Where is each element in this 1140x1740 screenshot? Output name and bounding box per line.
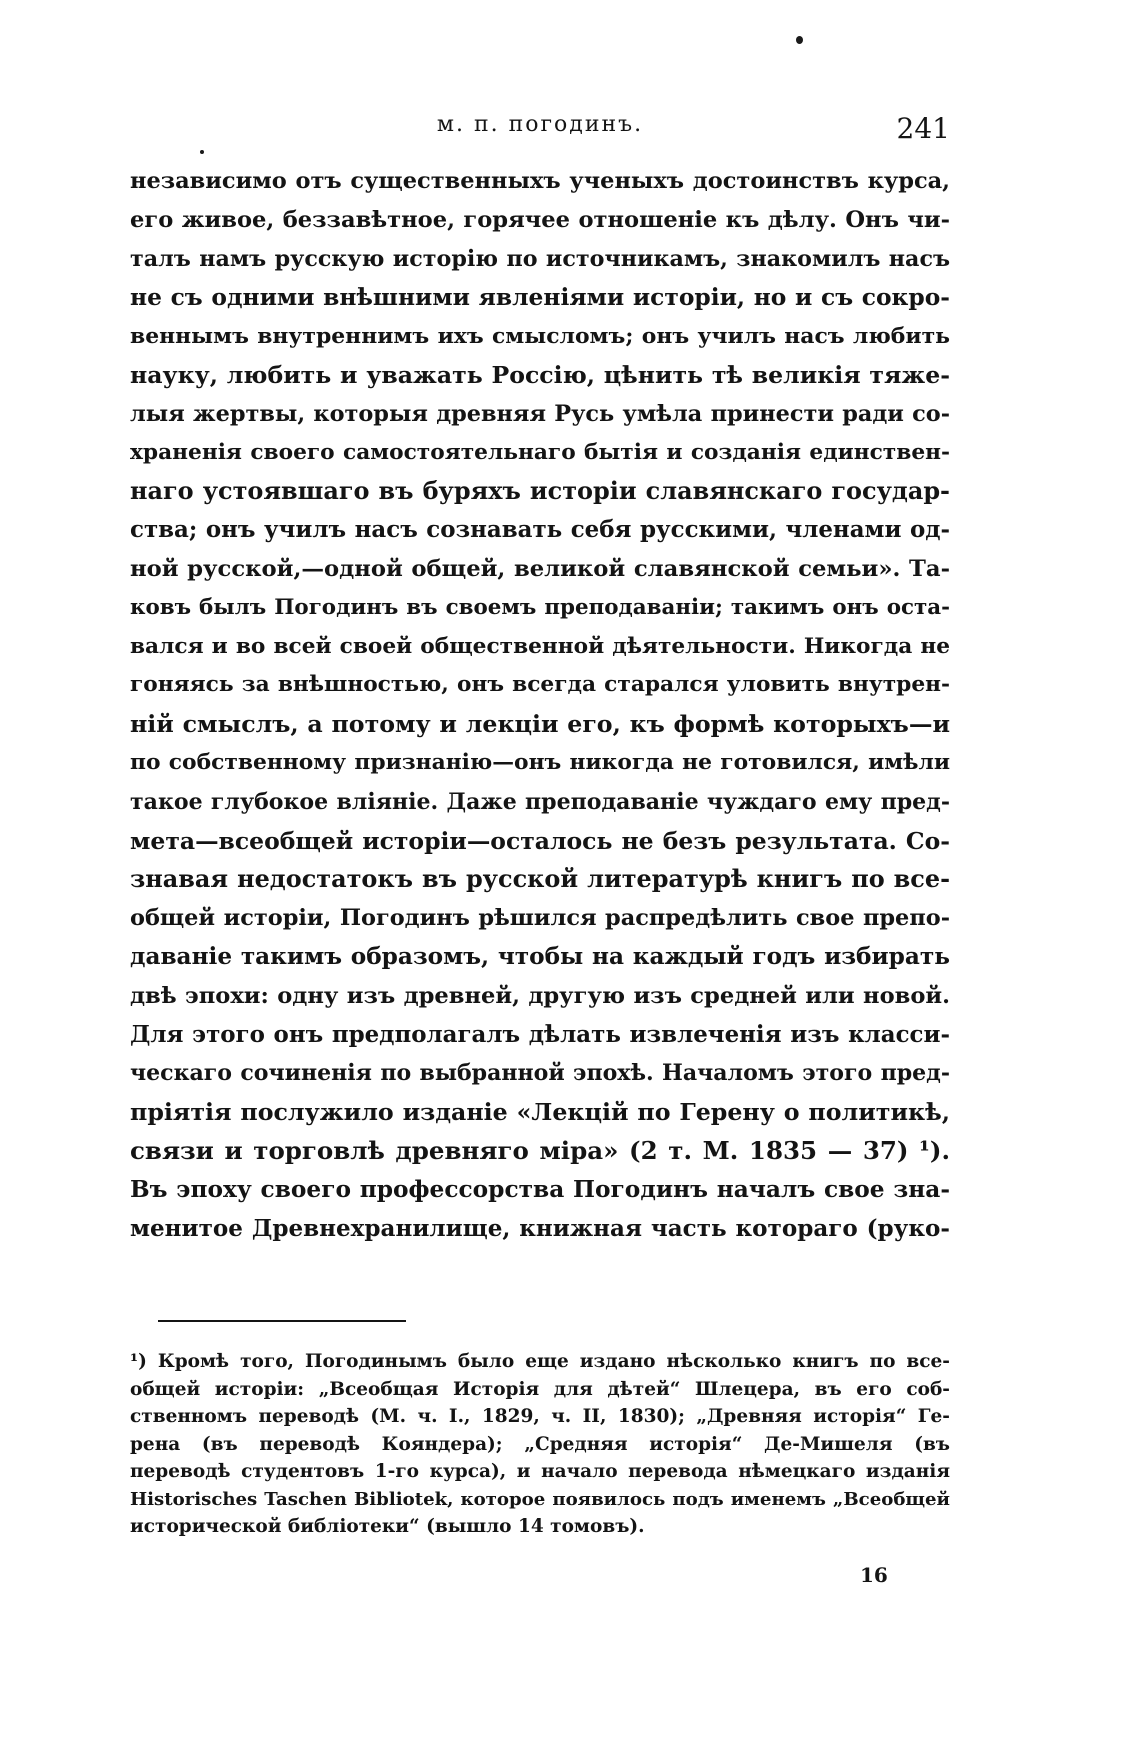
text-line: не съ одними внѣшними явленіями исторіи, но и съ сокро- [130, 283, 950, 312]
text-line: вался и во всей своей общественной дѣятельности. Никогда не [130, 633, 950, 659]
text-line: по собственному признанію—онъ никогда не готовился, имѣли [130, 749, 950, 775]
page-number: 241 [896, 112, 950, 145]
text-line: храненія своего самостоятельнаго бытія и созданія единствен- [130, 439, 950, 465]
text-line: общей исторіи, Погодинъ рѣшился распредѣлить свое препо- [130, 905, 950, 932]
text-line: наго устоявшаго въ буряхъ исторіи славянскаго государ- [130, 477, 950, 506]
text-line: пріятія послужило изданіе «Лекцій по Герену о политикѣ, [130, 1098, 950, 1127]
print-speck [200, 150, 204, 154]
running-head [130, 112, 950, 148]
text-line: даваніе такимъ образомъ, чтобы на каждый годъ избирать [130, 942, 950, 970]
text-line: мета—всеобщей исторіи—осталось не безъ результата. Со- [130, 826, 950, 855]
footnote-line: общей исторіи: „Всеобщая Исторія для дѣтей“ Шлецера, въ его соб- [130, 1378, 950, 1400]
footnote-line: ственномъ переводѣ (М. ч. I., 1829, ч. II, 1830); „Древняя исторія“ Ге- [130, 1406, 950, 1427]
text-line: ческаго сочиненія по выбранной эпохѣ. Началомъ этого пред- [130, 1060, 950, 1087]
text-line: ства; онъ училъ насъ сознавать себя русскими, членами од- [130, 516, 950, 544]
text-line: веннымъ внутреннимъ ихъ смысломъ; онъ училъ насъ любить [130, 323, 950, 350]
text-line: связи и торговлѣ древняго міра» (2 т. М. 1835 — 37) ¹). [130, 1135, 950, 1165]
running-title: м. п. погодинъ. [436, 112, 644, 137]
text-line: такое глубокое вліяніе. Даже преподаваніе чуждаго ему пред- [130, 788, 950, 815]
text-line: его живое, беззавѣтное, горячее отношеніе къ дѣлу. Онъ чи- [130, 206, 950, 233]
text-line: знавая недостатокъ въ русской литературѣ книгъ по все- [130, 865, 950, 894]
footnote-line: переводѣ студентовъ 1-го курса), и начало перевода нѣмецкаго изданія [130, 1461, 950, 1482]
footnote-line: исторической библіотеки“ (вышло 14 томовъ). [130, 1516, 645, 1537]
footnote [130, 1348, 950, 1541]
text-line: гоняясь за внѣшностью, онъ всегда старался уловить внутрен- [130, 672, 950, 698]
text-line: Для этого онъ предполагалъ дѣлать извлеченія изъ класси- [130, 1020, 950, 1048]
text-line: ной русской,—одной общей, великой славянской семьи». Та- [130, 555, 950, 582]
print-speck [796, 36, 803, 44]
footnote-line: Historisches Taschen Bibliotek, которое появилось подъ именемъ „Всеобщей [130, 1488, 950, 1510]
text-line: науку, любить и уважать Россію, цѣнить тѣ великія тяже- [130, 360, 950, 389]
printer-signature: 16 [860, 1563, 888, 1587]
text-line: Въ эпоху своего профессорства Погодинъ началъ свое зна- [130, 1175, 950, 1203]
footnote-line: рена (въ переводѣ Кояндера); „Средняя исторія“ Де-Мишеля (въ [130, 1433, 950, 1455]
footnote-line: ¹) Кромѣ того, Погодинымъ было еще издано нѣсколько книгъ по все- [130, 1351, 950, 1372]
text-line: ній смыслъ, а потому и лекціи его, къ формѣ которыхъ—и [130, 710, 950, 739]
text-line: талъ намъ русскую исторію по источникамъ, знакомилъ насъ [130, 245, 950, 272]
body-text [130, 162, 950, 1248]
text-line: независимо отъ существенныхъ ученыхъ достоинствъ курса, [130, 168, 950, 194]
text-line: лыя жертвы, которыя древняя Русь умѣла принести ради со- [130, 400, 950, 427]
text-line: ковъ былъ Погодинъ въ своемъ преподаваніи; такимъ онъ оста- [130, 594, 950, 620]
text-line: двѣ эпохи: одну изъ древней, другую изъ средней или новой. [130, 982, 950, 1009]
text-line: менитое Древнехранилище, книжная часть котораго (руко- [130, 1214, 950, 1242]
footnote-separator [158, 1320, 406, 1322]
